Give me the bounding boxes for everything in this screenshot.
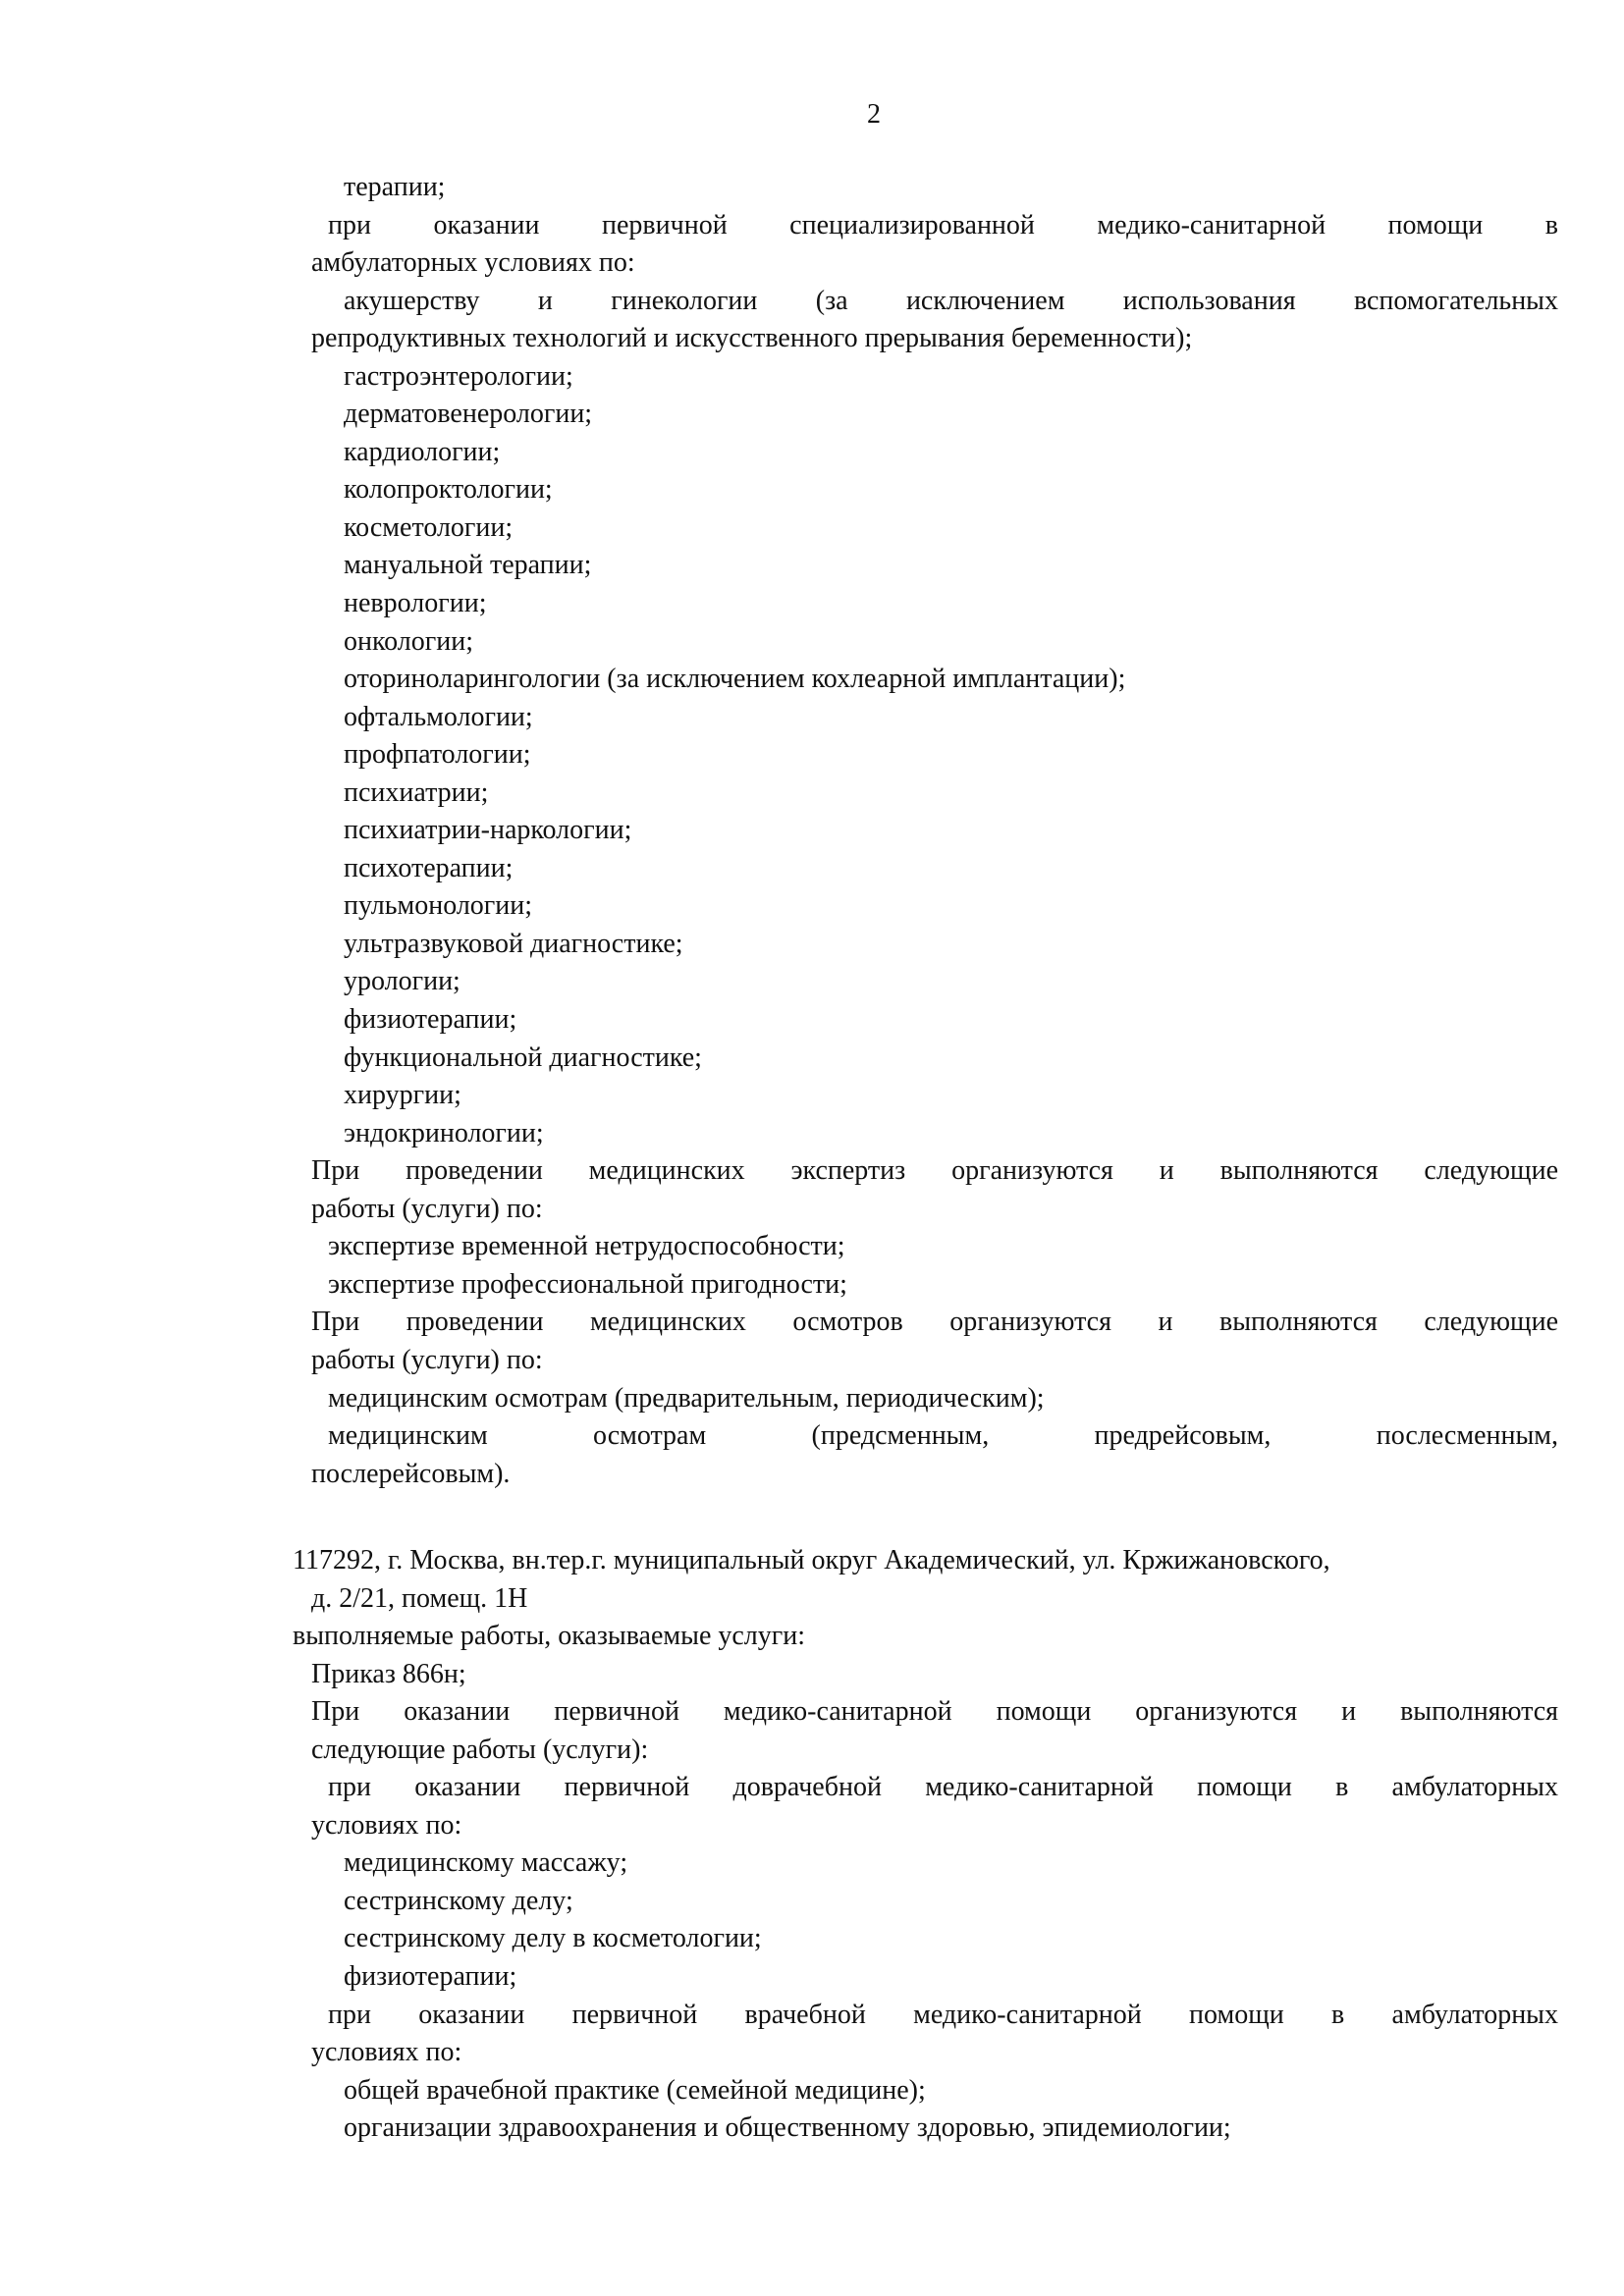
list-item: гастроэнтерологии; — [344, 360, 573, 392]
list-item: сестринскому делу в косметологии; — [344, 1923, 762, 1954]
text-line: условиях по: — [311, 1809, 462, 1841]
text-line: акушерству и гинекологии (за исключением использования вспомогательных — [344, 285, 1558, 316]
list-item: экспертизе профессиональной пригодности; — [328, 1268, 847, 1300]
address-line: д. 2/21, помещ. 1Н — [311, 1582, 528, 1614]
address-block-2 — [0, 1542, 1558, 2148]
list-item: оториноларингологии (за исключением кохлеарной имплантации); — [344, 664, 1126, 695]
text-line: работы (услуги) по: — [311, 1193, 543, 1224]
text-line: при оказании первичной врачебной медико-санитарной помощи в амбулаторных — [328, 1999, 1558, 2030]
list-item: пульмонологии; — [344, 890, 533, 922]
text-line: При оказании первичной медико-санитарной помощи организуются и выполняются — [311, 1696, 1558, 1728]
text-line: терапии; — [344, 172, 446, 202]
list-item: экспертизе временной нетрудоспособности; — [328, 1231, 845, 1262]
text-line: послерейсовым). — [311, 1458, 511, 1489]
text-line: При проведении медицинских осмотров организуются и выполняются следующие — [311, 1307, 1558, 1338]
text-line: репродуктивных технологий и искусственного прерывания беременности); — [311, 323, 1193, 354]
list-item: хирургии; — [344, 1080, 461, 1111]
list-item: медицинским осмотрам (предсменным, предрейсовым, послесменным, — [328, 1420, 1558, 1452]
text-line: условиях по: — [311, 2037, 462, 2068]
text-line: при оказании первичной доврачебной медико-санитарной помощи в амбулаторных — [328, 1772, 1558, 1803]
list-item: сестринскому делу; — [344, 1885, 573, 1916]
text-line: При проведении медицинских экспертиз организуются и выполняются следующие — [311, 1155, 1558, 1187]
address-line: 117292, г. Москва, вн.тер.г. муниципальный округ Академический, ул. Кржижановского, — [293, 1545, 1330, 1575]
page-number: 2 — [867, 99, 881, 130]
list-item: медицинскому массажу; — [344, 1847, 628, 1879]
list-item: психиатрии-наркологии; — [344, 815, 632, 846]
list-item: организации здравоохранения и общественному здоровью, эпидемиологии; — [344, 2112, 1231, 2144]
list-item: онкологии; — [344, 625, 474, 657]
list-item: эндокринологии; — [344, 1117, 544, 1148]
list-item: ультразвуковой диагностике; — [344, 928, 683, 959]
list-item: медицинским осмотрам (предварительным, периодическим); — [328, 1382, 1045, 1414]
list-item: дерматовенерологии; — [344, 399, 593, 430]
text-line: Приказ 866н; — [311, 1658, 466, 1689]
text-line: амбулаторных условиях по: — [311, 247, 635, 279]
list-item: косметологии; — [344, 511, 514, 543]
list-item: урологии; — [344, 966, 460, 997]
list-item: кардиологии; — [344, 436, 501, 467]
text-line: работы (услуги) по: — [311, 1344, 543, 1375]
text-line: выполняемые работы, оказываемые услуги: — [293, 1621, 806, 1652]
list-item: мануальной терапии; — [344, 550, 592, 581]
services-list-block-1 — [0, 169, 1558, 1493]
list-item: физиотерапии; — [344, 1004, 517, 1036]
list-item: психиатрии; — [344, 776, 489, 808]
list-item: общей врачебной практике (семейной медицине); — [344, 2074, 926, 2106]
text-line: следующие работы (услуги): — [311, 1734, 649, 1765]
list-item: офтальмологии; — [344, 701, 533, 732]
list-item: колопроктологии; — [344, 474, 553, 506]
list-item: неврологии; — [344, 588, 487, 619]
list-item: профпатологии; — [344, 739, 531, 771]
list-item: психотерапии; — [344, 852, 514, 883]
text-line: при оказании первичной специализированной медико-санитарной помощи в — [328, 209, 1558, 240]
list-item: физиотерапии; — [344, 1961, 517, 1993]
list-item: функциональной диагностике; — [344, 1041, 702, 1073]
